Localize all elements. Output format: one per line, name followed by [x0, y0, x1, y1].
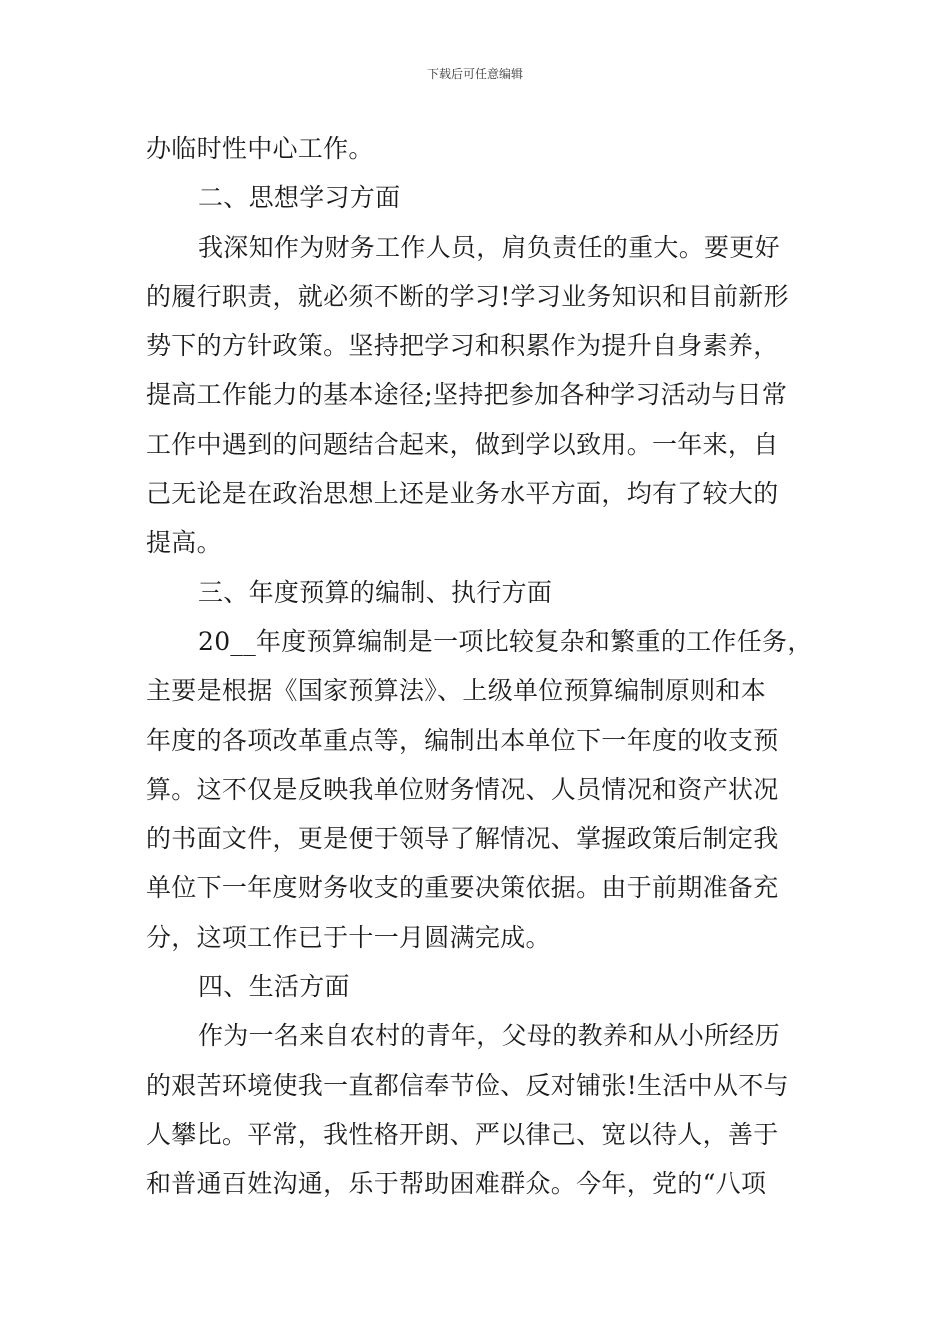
text-line: 三、年度预算的编制、执行方面 [198, 577, 553, 607]
text-line: 分，这项工作已于十一月圆满完成。 [146, 922, 551, 952]
text-line: 提高工作能力的基本途径;坚持把参加各种学习活动与日常 [146, 380, 788, 410]
text-line: 己无论是在政治思想上还是业务水平方面，均有了较大的 [146, 479, 779, 509]
text-line: 办临时性中心工作。 [146, 134, 374, 163]
text-line: 工作中遇到的问题结合起来，做到学以致用。一年来，自 [146, 429, 779, 459]
text-line: 20__年度预算编制是一项比较复杂和繁重的工作任务， [198, 626, 813, 656]
text-line: 势下的方针政策。坚持把学习和积累作为提升自身素养， [146, 331, 779, 361]
text-line: 我深知作为财务工作人员，肩负责任的重大。要更好 [198, 232, 780, 262]
text-line: 单位下一年度财务收支的重要决策依据。由于前期准备充 [146, 873, 779, 903]
text-line: 和普通百姓沟通，乐于帮助困难群众。今年，党的“八项 [146, 1169, 767, 1199]
text-line: 算。这不仅是反映我单位财务情况、人员情况和资产状况 [146, 774, 779, 804]
text-line: 四、生活方面 [198, 972, 350, 1002]
page-header-note: 下载后可任意编辑 [426, 67, 523, 81]
text-line: 主要是根据《国家预算法》、上级单位预算编制原则和本 [146, 676, 767, 706]
text-line: 提高。 [146, 528, 222, 558]
text-line: 作为一名来自农村的青年，父母的教养和从小所经历 [198, 1021, 780, 1051]
text-line: 的书面文件，更是便于领导了解情况、掌握政策后制定我 [146, 824, 779, 854]
text-line: 的艰苦环境使我一直都信奉节俭、反对铺张!生活中从不与 [146, 1070, 789, 1100]
text-line: 人攀比。平常，我性格开朗、严以律己、宽以待人，善于 [146, 1119, 779, 1149]
text-line: 年度的各项改革重点等，编制出本单位下一年度的收支预 [146, 725, 779, 755]
text-line: 的履行职责，就必须不断的学习!学习业务知识和目前新形 [146, 281, 789, 311]
text-line: 二、思想学习方面 [198, 183, 401, 213]
document-body [146, 124, 836, 1209]
